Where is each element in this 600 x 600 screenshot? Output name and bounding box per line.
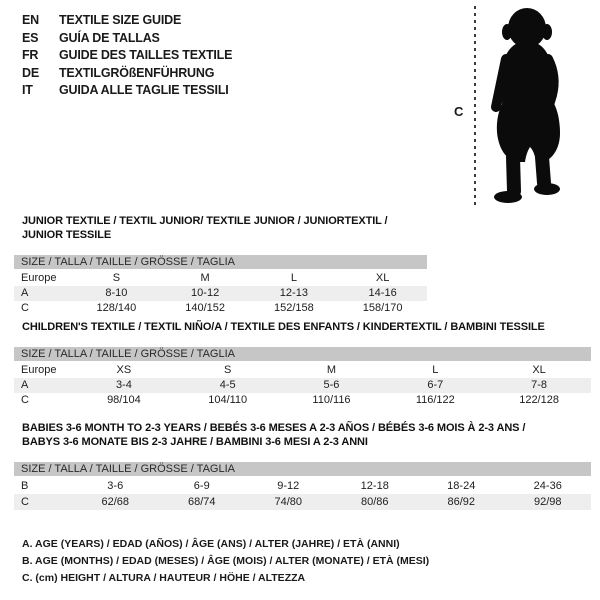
table-cell: 62/68 <box>101 496 130 508</box>
table-cell: 12-13 <box>279 287 308 299</box>
row-label: Europe <box>21 364 57 376</box>
height-dotted-line <box>474 6 476 206</box>
table-cell: 116/122 <box>415 394 455 406</box>
legend-line-b: B. AGE (MONTHS) / EDAD (MESES) / ÂGE (MOIS) / ALTER (MONATE) / ETÀ (MESI) <box>22 555 430 567</box>
table-cell: S <box>112 272 121 284</box>
table-row <box>14 393 591 408</box>
table-row <box>14 378 591 393</box>
language-code: IT <box>22 83 33 97</box>
size-header-bar: SIZE / TALLA / TAILLE / GRÖSSE / TAGLIA <box>14 347 591 361</box>
language-code: ES <box>22 30 39 45</box>
section-title: CHILDREN'S TEXTILE / TEXTIL NIÑO/A / TEXTILE DES ENFANTS / KINDERTEXTIL / BAMBINI TESSILE <box>22 321 545 333</box>
row-label: C <box>21 394 29 406</box>
table-cell: 158/170 <box>362 302 403 314</box>
table-row <box>14 494 591 510</box>
height-measure-label: C <box>454 104 464 119</box>
table-cell: 86/92 <box>447 496 476 508</box>
list-item <box>22 30 232 48</box>
list-item <box>22 65 232 83</box>
table-cell: 3-6 <box>107 480 124 492</box>
table-cell: L <box>432 364 439 376</box>
size-header-bar: SIZE / TALLA / TAILLE / GRÖSSE / TAGLIA <box>14 462 591 476</box>
table-cell: 10-12 <box>191 287 220 299</box>
table-cell: S <box>224 364 232 376</box>
table-cell: 68/74 <box>187 496 216 508</box>
row-label: A <box>21 379 29 391</box>
junior-textile-section <box>14 214 427 316</box>
guide-title: GUIDE DES TAILLES TEXTILE <box>59 48 233 62</box>
row-label: A <box>21 287 29 299</box>
table-cell: 74/80 <box>274 496 303 508</box>
legend-line-a: A. AGE (YEARS) / EDAD (AÑOS) / ÂGE (ANS) / ALTER (JAHRE) / ETÀ (ANNI) <box>22 538 400 550</box>
table-cell: 6-7 <box>427 379 444 391</box>
table-cell: 8-10 <box>105 287 128 299</box>
table-cell: 9-12 <box>277 480 300 492</box>
table-cell: 122/128 <box>519 394 559 406</box>
language-title-list <box>22 12 232 100</box>
table-cell: 14-16 <box>368 287 397 299</box>
height-measure-figure <box>450 6 582 210</box>
language-code: DE <box>22 65 39 80</box>
guide-title: TEXTILGRÖßENFÜHRUNG <box>59 65 215 80</box>
table-cell: 152/158 <box>273 302 314 314</box>
childrens-textile-section <box>14 320 591 408</box>
section-title: JUNIOR TEXTILE / TEXTIL JUNIOR/ TEXTILE JUNIOR / JUNIORTEXTIL / JUNIOR TESSILE <box>22 215 388 241</box>
table-cell: M <box>200 272 210 284</box>
toddler-silhouette-icon <box>481 7 577 207</box>
section-title: BABIES 3-6 MONTH TO 2-3 YEARS / BEBÉS 3-6 MESES A 2-3 AÑOS / BÉBÉS 3-6 MOIS À 2-3 ANS / <box>22 422 526 434</box>
table-cell: M <box>326 364 337 376</box>
table-row <box>14 363 591 378</box>
table-cell: XL <box>375 272 390 284</box>
guide-title: TEXTILE SIZE GUIDE <box>59 13 182 27</box>
babies-textile-section <box>14 421 591 510</box>
babies-size-table <box>14 462 591 510</box>
section-title-line2: BABYS 3-6 MONATE BIS 2-3 JAHRE / BAMBINI 3-6 MESI A 2-3 ANNI <box>22 436 368 448</box>
language-code: FR <box>22 48 39 62</box>
legend-line-c: C. (cm) HEIGHT / ALTURA / HAUTEUR / HÖHE / ALTEZZA <box>22 572 306 584</box>
table-row <box>14 301 427 316</box>
junior-size-table <box>14 255 427 316</box>
table-cell: L <box>290 272 297 284</box>
row-label: B <box>21 480 29 492</box>
table-cell: 18-24 <box>447 480 476 492</box>
guide-title: GUÍA DE TALLAS <box>59 30 160 45</box>
table-cell: 92/98 <box>533 496 562 508</box>
table-cell: XS <box>116 364 132 376</box>
table-cell: 12-18 <box>360 480 389 492</box>
list-item <box>22 12 232 30</box>
table-cell: 128/140 <box>96 302 137 314</box>
children-size-table <box>14 347 591 408</box>
table-cell: 104/110 <box>208 394 248 406</box>
row-label: Europe <box>21 272 57 284</box>
table-cell: 5-6 <box>323 379 340 391</box>
table-cell: 110/116 <box>312 394 351 406</box>
table-cell: XL <box>532 364 546 376</box>
table-cell: 80/86 <box>360 496 389 508</box>
size-header-bar: SIZE / TALLA / TAILLE / GRÖSSE / TAGLIA <box>14 255 427 269</box>
table-row <box>14 271 427 286</box>
table-row <box>14 478 591 494</box>
table-cell: 24-36 <box>533 480 562 492</box>
row-label: C <box>21 302 29 314</box>
row-label: C <box>21 496 29 508</box>
measure-legend <box>22 536 429 587</box>
guide-title: GUIDA ALLE TAGLIE TESSILI <box>59 83 229 97</box>
table-cell: 3-4 <box>115 379 132 391</box>
language-code: EN <box>22 13 39 27</box>
table-cell: 140/152 <box>185 302 225 314</box>
list-item <box>22 47 232 65</box>
list-item <box>22 82 232 100</box>
table-row <box>14 286 427 301</box>
table-cell: 6-9 <box>193 480 210 492</box>
table-cell: 7-8 <box>531 379 548 391</box>
table-cell: 98/104 <box>107 394 141 406</box>
table-cell: 4-5 <box>219 379 236 391</box>
